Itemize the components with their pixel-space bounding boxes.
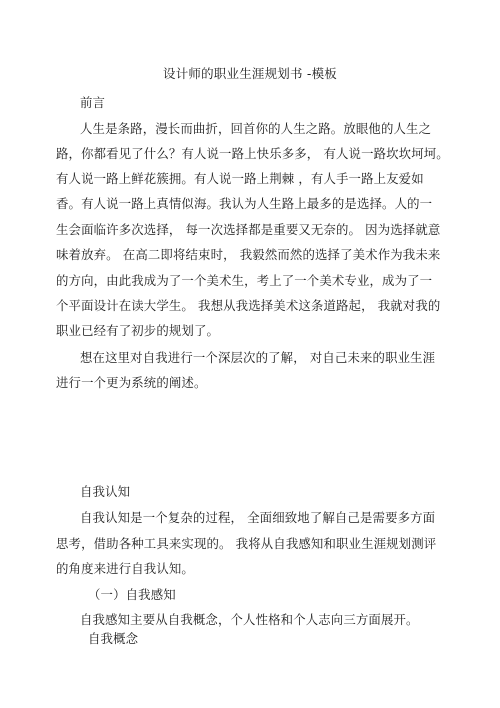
- preface-heading: 前言: [80, 95, 106, 110]
- intro-line-2: 进行一个更为系统的阐述。: [56, 375, 207, 390]
- preface-line-9: 职业已经有了初步的规划了。: [56, 323, 220, 338]
- preface-line-2: 路，你都看见了什么？有人说一路上快乐多多， 有人说一路坎坎坷坷。: [56, 146, 449, 161]
- preface-line-6: 味着放弃。 在高二即将结束时， 我毅然而然的选择了美术作为我未来: [56, 247, 441, 262]
- subsubsection-heading: 自我概念: [88, 631, 139, 646]
- preface-line-1: 人生是条路，漫长而曲折，回首你的人生之路。放眼他的人生之: [80, 121, 432, 136]
- preface-line-4: 香。有人说一路上真情似海。我认为人生路上最多的是选择。人的一: [56, 196, 433, 211]
- section1-line-2: 思考，借助各种工具来实现的。 我将从自我感知和职业生涯规划测评: [56, 536, 437, 551]
- preface-line-5: 生会面临许多次选择， 每一次选择都是重要又无奈的。 因为选择就意: [56, 222, 441, 237]
- subsection1-line: 自我感知主要从自我概念，个人性格和个人志向三方面展开。: [80, 612, 419, 627]
- preface-line-3: 有人说一路上鲜花簇拥。有人说一路上荆棘 ，有人手一路上友爱如: [56, 171, 424, 186]
- subsection1-heading: （一）自我感知: [88, 587, 176, 602]
- preface-line-8: 个平面设计在读大学生。 我想从我选择美术这条道路起， 我就对我的: [56, 298, 441, 313]
- preface-line-7: 的方向，由此我成为了一个美术生，考上了一个美术专业，成为了一: [56, 273, 433, 288]
- section1-line-1: 自我认知是一个复杂的过程， 全面细致地了解自己是需要多方面: [80, 510, 436, 525]
- section1-heading: 自我认知: [80, 484, 131, 499]
- document-title: 设计师的职业生涯规划书 -模板: [163, 66, 337, 81]
- intro-line-1: 想在这里对自我进行一个深层次的了解， 对自己未来的职业生涯: [80, 350, 436, 365]
- section1-line-3: 的角度来进行自我认知。: [56, 561, 194, 576]
